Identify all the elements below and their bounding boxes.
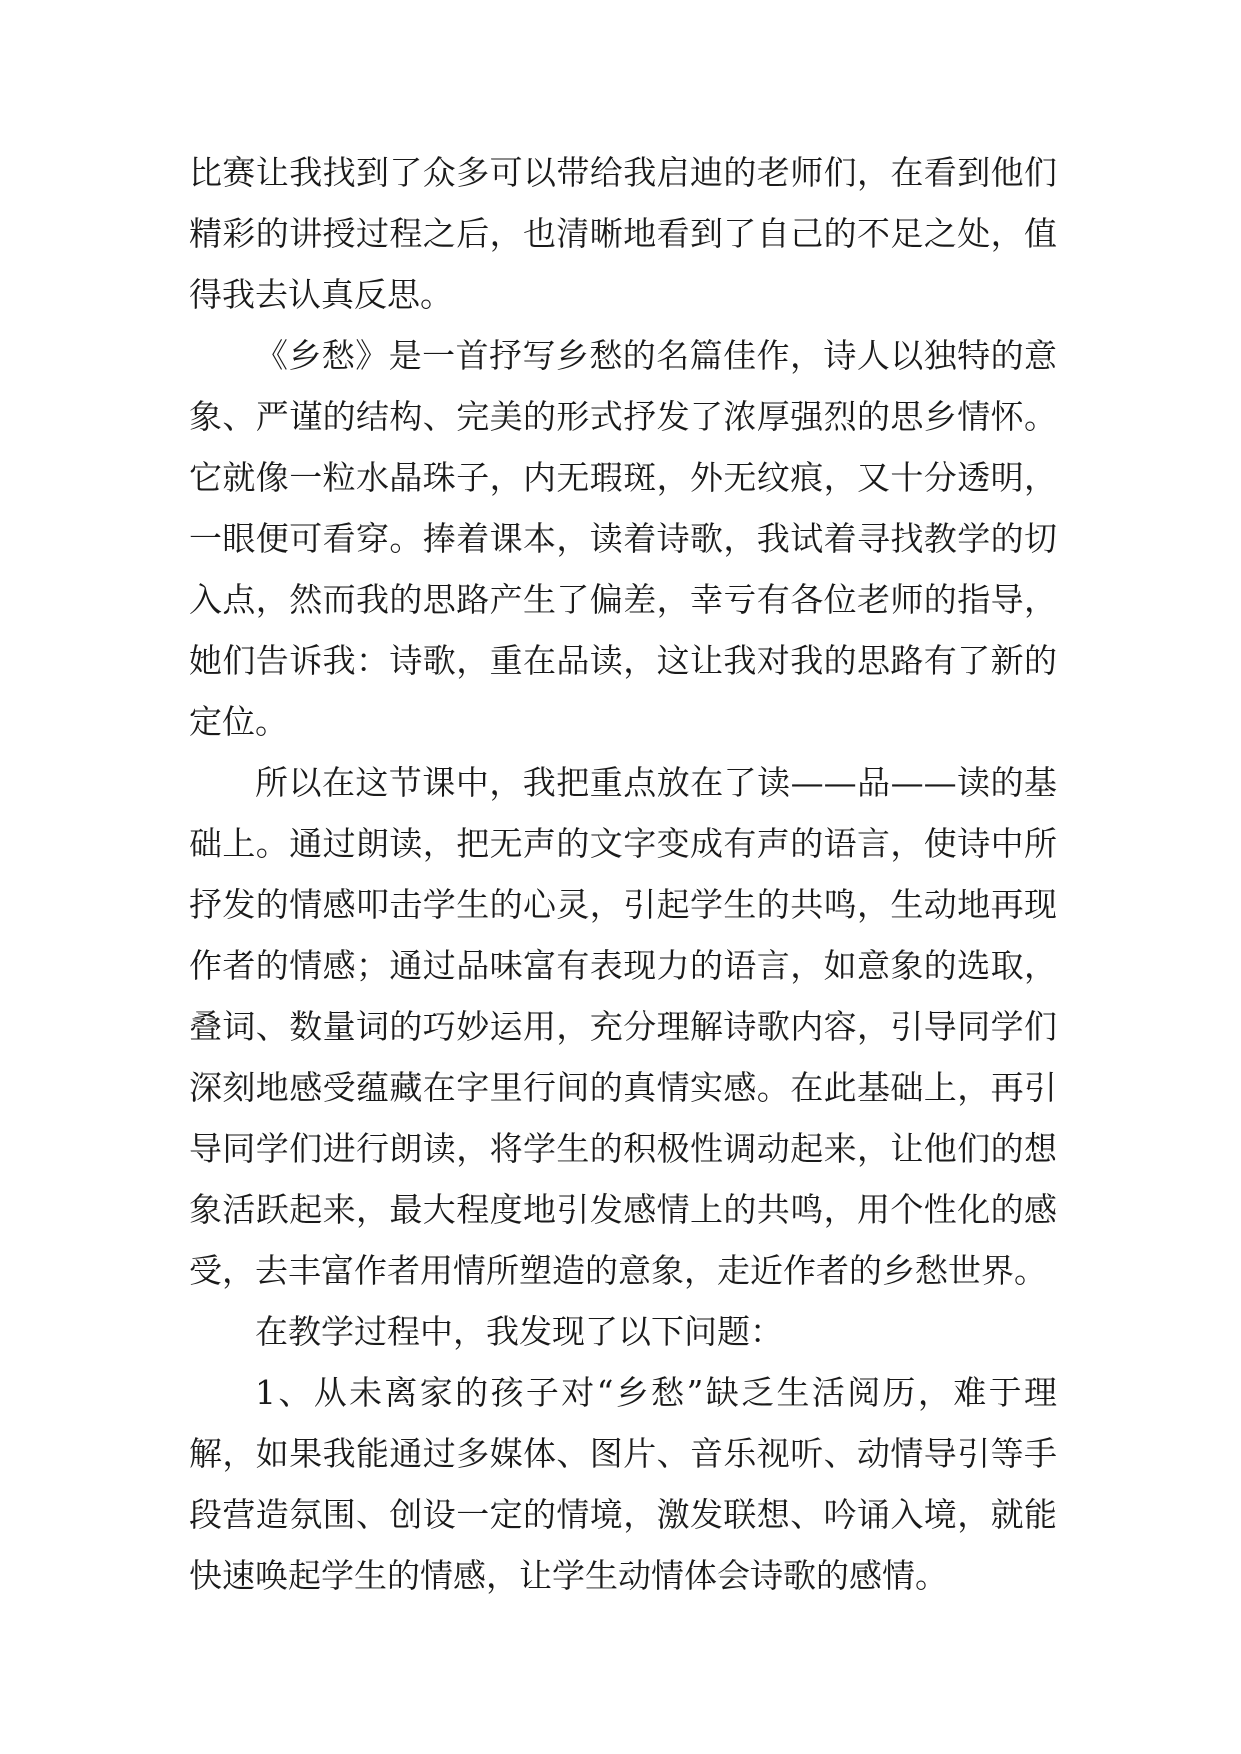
text-line: 象活跃起来，最大程度地引发感情上的共鸣，用个性化的感 — [189, 1190, 1057, 1229]
text-line: 精彩的讲授过程之后，也清晰地看到了自己的不足之处，值 — [189, 214, 1057, 253]
text-line: 一眼便可看穿。捧着课本，读着诗歌，我试着寻找教学的切 — [189, 519, 1057, 558]
text-line: 得我去认真反思。 — [189, 275, 453, 314]
text-line: 它就像一粒水晶珠子，内无瑕斑，外无纹痕，又十分透明， — [189, 458, 1057, 497]
paragraph — [189, 325, 1057, 752]
text-line: 入点，然而我的思路产生了偏差，幸亏有各位老师的指导， — [189, 580, 1057, 619]
text-line: 象、严谨的结构、完美的形式抒发了浓厚强烈的思乡情怀。 — [189, 397, 1057, 436]
paragraph — [189, 1301, 1057, 1362]
text-line: 深刻地感受蕴藏在字里行间的真情实感。在此基础上，再引 — [189, 1068, 1057, 1107]
text-line: 《乡愁》是一首抒写乡愁的名篇佳作，诗人以独特的意 — [255, 336, 1057, 375]
text-line: 抒发的情感叩击学生的心灵，引起学生的共鸣，生动地再现 — [189, 885, 1057, 924]
text-line: 1、从未离家的孩子对“乡愁”缺乏生活阅历，难于理 — [255, 1373, 1057, 1412]
text-line: 在教学过程中，我发现了以下问题： — [255, 1312, 783, 1351]
paragraph — [189, 1362, 1057, 1606]
text-line: 解，如果我能通过多媒体、图片、音乐视听、动情导引等手 — [189, 1434, 1057, 1473]
text-line: 作者的情感；通过品味富有表现力的语言，如意象的选取， — [189, 946, 1057, 985]
text-line: 叠词、数量词的巧妙运用，充分理解诗歌内容，引导同学们 — [189, 1007, 1057, 1046]
paragraph — [189, 142, 1057, 325]
text-line: 比赛让我找到了众多可以带给我启迪的老师们，在看到他们 — [189, 153, 1057, 192]
text-line: 她们告诉我：诗歌，重在品读，这让我对我的思路有了新的 — [189, 641, 1057, 680]
paragraph — [189, 752, 1057, 1301]
text-line: 受，去丰富作者用情所塑造的意象，走近作者的乡愁世界。 — [189, 1251, 1047, 1290]
text-line: 快速唤起学生的情感，让学生动情体会诗歌的感情。 — [189, 1556, 948, 1595]
text-line: 导同学们进行朗读，将学生的积极性调动起来，让他们的想 — [189, 1129, 1057, 1168]
text-line: 所以在这节课中，我把重点放在了读——品——读的基 — [255, 763, 1057, 802]
body-text — [189, 142, 1057, 1606]
text-line: 定位。 — [189, 702, 288, 741]
text-line: 础上。通过朗读，把无声的文字变成有声的语言，使诗中所 — [189, 824, 1057, 863]
text-line: 段营造氛围、创设一定的情境，激发联想、吟诵入境，就能 — [189, 1495, 1057, 1534]
